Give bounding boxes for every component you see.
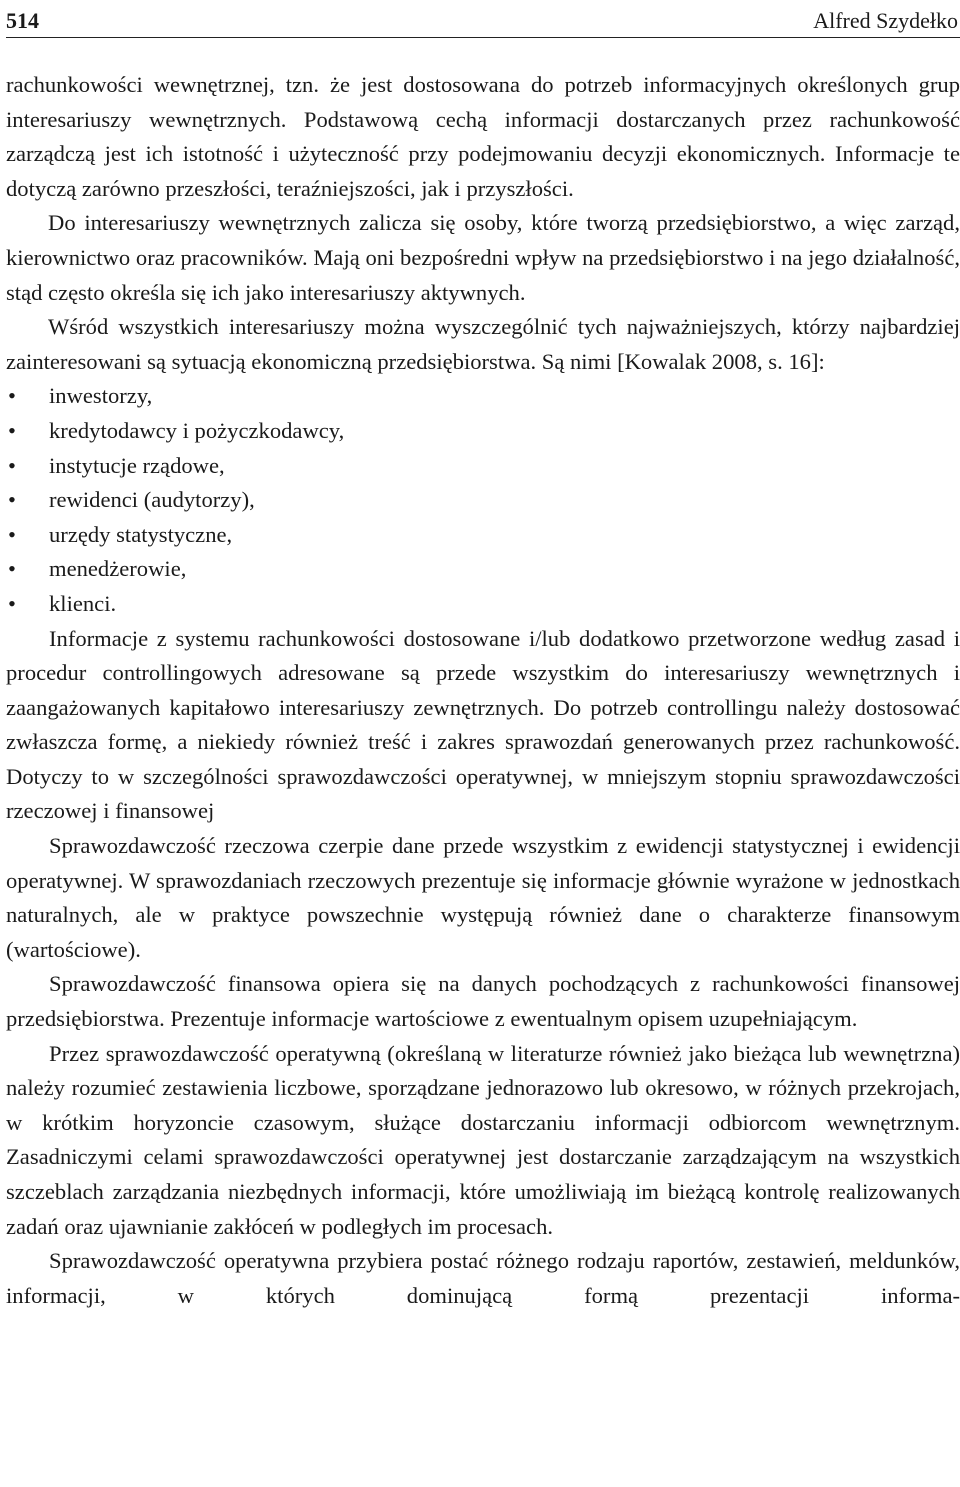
list-item: • instytucje rządowe, [6, 449, 960, 484]
list-item: • menedżerowie, [6, 552, 960, 587]
paragraph-internal-stakeholders: Do interesariuszy wewnętrznych zalicza się osoby, które tworzą przedsiębiorstwo, a więc zarząd, kierownictwo oraz pracowników. Mają oni bezpośredni wpływ na przedsiębiorstwo i na jego działalność, stąd często określa się ich jako interesariuszy aktywnych. [6, 210, 960, 305]
paragraph-controlling: Informacje z systemu rachunkowości dostosowane i/lub dodatkowo przetworzone według zasad i procedur controllingowych adresowane są przede wszystkim do interesariuszy wewnętrznych i zaangażowanych kapitałowo interesariuszy zewnętrznych. Do potrzeb controllingu należy dostosować zwłaszcza formę, a niekiedy również treść i zakres sprawozdań generowanych przez rachunkowość. Dotyczy to w szczególności sprawozdawczości operatywnej, w mniejszym stopniu sprawozdawczości rzeczowej i finansowej [6, 625, 960, 824]
stakeholder-list [6, 379, 960, 621]
list-item: • kredytodawcy i pożyczkodawcy, [6, 414, 960, 449]
book-page [6, 0, 960, 1487]
paragraph-operational-forms: Sprawozdawczość operatywna przybiera postać różnego rodzaju raportów, zestawień, meldunków, informacji, w których dominującą formą prezentacji informa- [6, 1248, 960, 1308]
body-text [6, 68, 960, 1313]
list-item: • urzędy statystyczne, [6, 518, 960, 553]
paragraph-continued: rachunkowości wewnętrznej, tzn. że jest dostosowana do potrzeb informacyjnych określonych grup interesariuszy wewnętrznych. Podstawową cechą informacji dostarczanych przez rachunkowość zarządczą jest ich istotność i użyteczność przy podejmowaniu decyzji ekonomicznych. Informacje te dotyczą zarówno przeszłości, teraźniejszości, jak i przyszłości. [6, 72, 960, 201]
paragraph-financial-reporting: Sprawozdawczość finansowa opiera się na danych pochodzących z rachunkowości finansowej przedsiębiorstwa. Prezentuje informacje wartościowe z ewentualnym opisem uzupełniającym. [6, 971, 960, 1032]
paragraph-key-stakeholders: Wśród wszystkich interesariuszy można wyszczególnić tych najważniejszych, którzy najbardziej zainteresowani są sytuacją ekonomiczną przedsiębiorstwa. Są nimi [Kowalak 2008, s. 16]: [6, 314, 960, 374]
paragraph-material-reporting: Sprawozdawczość rzeczowa czerpie dane przede wszystkim z ewidencji statystycznej i ewidencji operatywnej. W sprawozdaniach rzeczowych prezentuje się informacje głównie wyrażone w jednostkach naturalnych, ale w praktyce powszechnie występują również dane o charakterze finansowym (wartościowe). [6, 833, 960, 962]
paragraph-operational-reporting: Przez sprawozdawczość operatywną (określaną w literaturze również jako bieżąca lub wewnętrzna) należy rozumieć zestawienia liczbowe, sporządzane jednorazowo lub okresowo, w różnych przekrojach, w krótkim horyzoncie czasowym, służące dostarczaniu informacji odbiorcom wewnętrznym. Zasadniczymi celami sprawozdawczości operatywnej jest dostarczanie zarządzającym na wszystkich szczeblach zarządzania niezbędnych informacji, które umożliwiają im bieżącą kontrolę realizowanych zadań oraz ujawnianie zakłóceń w podległych im procesach. [6, 1040, 960, 1239]
running-header-author: Alfred Szydełko [813, 8, 958, 33]
list-item: • klienci. [6, 587, 960, 622]
list-item: • inwestorzy, [6, 379, 960, 414]
page-number: 514 [6, 8, 39, 33]
list-item: • rewidenci (audytorzy), [6, 483, 960, 518]
running-header [6, 0, 960, 38]
